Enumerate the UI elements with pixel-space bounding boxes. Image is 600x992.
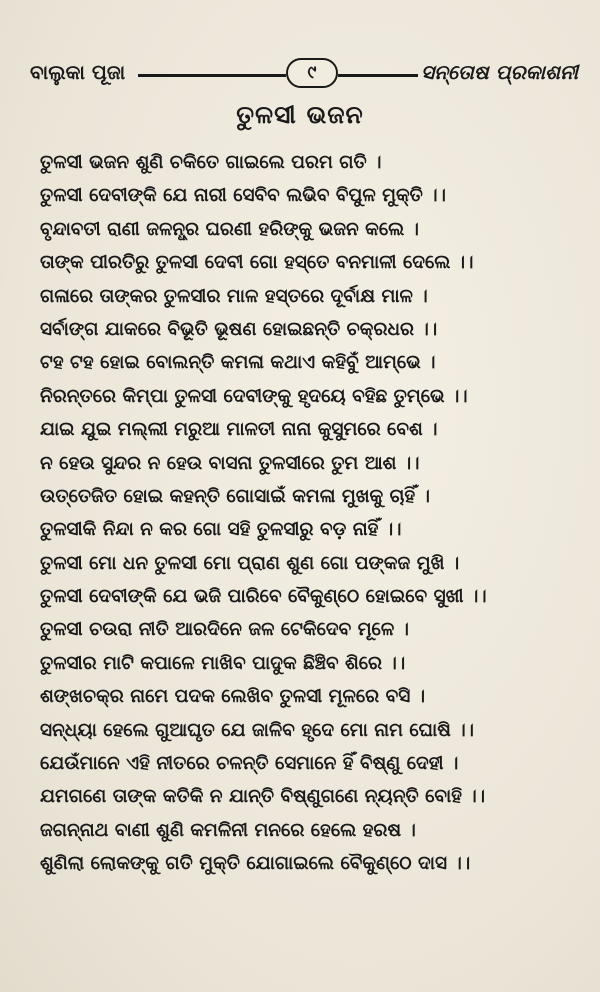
verse-line: ତୁଳସୀ ଦେବୀଙ୍କି ଯେ ଭଜି ପାରିବେ ବୈକୁଣ୍ଠେ ହୋଇବେ ସୁଖୀ ।। [40,586,487,608]
verse-line: ତୁଳସୀ ଚଉରା ନୀତି ଆରଦିନେ ଜଳ ଟେକିଦେବ ମୂଳେ । [40,619,409,641]
verse-line: ଯମଗଣେ ତାଙ୍କ କତିକି ନ ଯାନ୍ତି ବିଷ୍ଣୁଗଣେ ନ୍ୟନ୍ତି ବୋହି ।। [40,786,486,808]
verse-line: ଜଗନ୍ନାଥ ବାଣୀ ଶୁଣି କମଳିନୀ ମନରେ ହେଲେ ହରଷ । [40,819,416,841]
verse-list [40,146,592,881]
header-rule-right [338,74,418,77]
verse-line: ତୁଳସୀ ମୋ ଧନ ତୁଳସୀ ମୋ ପ୍ରାଣ ଶୁଣ ଗୋ ପଙ୍କଜ ମୁଖି । [40,552,460,574]
verse-line: ବୃନ୍ଦାବତୀ ରାଣୀ ଜଳନ୍ଧ୍ର ଘରଣୀ ହରିଙ୍କୁ ଭଜନ କଲେ । [40,218,419,240]
verse-line: ନ ହେଉ ସୁନ୍ଦର ନ ହେଉ ବାସନା ତୁଳସୀରେ ତୁମ ଆଶ ।। [40,452,420,474]
verse-line: ଶୁଣିଲା ଲୋକଙ୍କୁ ଗତି ମୁକ୍ତି ଯୋଗାଇଲେ ବୈକୁଣ୍ଠେ ଦାସ ।। [40,853,471,875]
page-number: ୯ [286,58,338,88]
verse-line: ତୁଳସୀର ମାଟି କପାଳେ ମାଖିବ ପାଦୁକ ଛିଞ୍ଚିବ ଶିରେ ।। [40,652,406,674]
verse-line: ନିରନ୍ତରେ କିମ୍ପା ତୁଳସୀ ଦେବୀଙ୍କୁ ହୃଦୟେ ବହିଛ ତୁମ୍ଭେ ।। [40,385,468,407]
book-title: ବାଲୁକା ପୂଜା [30,60,126,84]
verse-line: ତୁଳସୀ ଭଜନ ଶୁଣି ଚକିତେ ଗାଇଲେ ପରମ ଗତି । [40,152,382,173]
verse-line: ତୁଳସୀକି ନିନ୍ଦା ନ କର ଗୋ ସହି ତୁଳସୀରୁ ବଡ଼ ନାହିଁ ।। [40,519,402,541]
bhajan-title: ତୁଳସୀ ଭଜନ [236,100,364,129]
verse-line: ଶଙ୍ଖଚକ୍ର ନାମେ ପଦକ ଲେଖିବ ତୁଳସୀ ମୂଳରେ ବସି । [40,686,426,708]
verse-line: ସନ୍ଧ୍ୟା ହେଲେ ଗୁଆଘୃତ ଯେ ଜାଳିବ ହୃଦେ ମୋ ନାମ ଘୋଷି ।। [40,719,474,741]
running-header [0,58,600,92]
verse-line: ଉତ୍ତେଜିତ ହୋଇ କହନ୍ତି ଗୋସାଇଁ କମଳା ମୁଖକୁ ଚାହିଁ । [40,485,430,507]
publisher-name: ସନ୍ତୋଷ ପ୍ରକାଶନୀ [421,60,578,84]
verse-line: ତାଙ୍କ ପୀରତିରୁ ତୁଳସୀ ଦେବୀ ଗୋ ହସ୍ତେ ବନମାଳୀ ଦେଲେ ।। [40,252,474,274]
verse-line: ଯାଇ ଯୁଇ ମଲ୍ଲୀ ମରୁଆ ମାଳତୀ ନାନା କୁସୁମରେ ବେଶ । [40,419,438,441]
verse-line: ଟହ ଟହ ହୋଇ ବୋଲନ୍ତି କମଳା କଥାଏ କହିବୁଁ ଆମ୍ଭେ । [40,352,436,374]
header-rule-left [138,74,286,77]
verse-line: ଯେଉଁମାନେ ଏହି ନୀତରେ ଚଳନ୍ତି ସେମାନେ ହିଁ ବିଷ୍ଣୁ ଦେହୀ । [40,753,459,775]
verse-line: ତୁଳସୀ ଦେବୀଙ୍କି ଯେ ନାରୀ ସେବିବ ଲଭିବ ବିପୁଳ ମୁକ୍ତି ।। [40,185,446,207]
verse-line: ସର୍ବାଙ୍ଗ ଯାକରେ ବିଭୂତି ଭୂଷଣ ହୋଇଛନ୍ତି ଚକ୍ରଧର ।। [40,318,438,340]
verse-line: ଗଳାରେ ତାଙ୍କର ତୁଳସୀର ମାଳ ହସ୍ତରେ ଦୂର୍ବାକ୍ଷ ମାଳ । [40,285,428,307]
